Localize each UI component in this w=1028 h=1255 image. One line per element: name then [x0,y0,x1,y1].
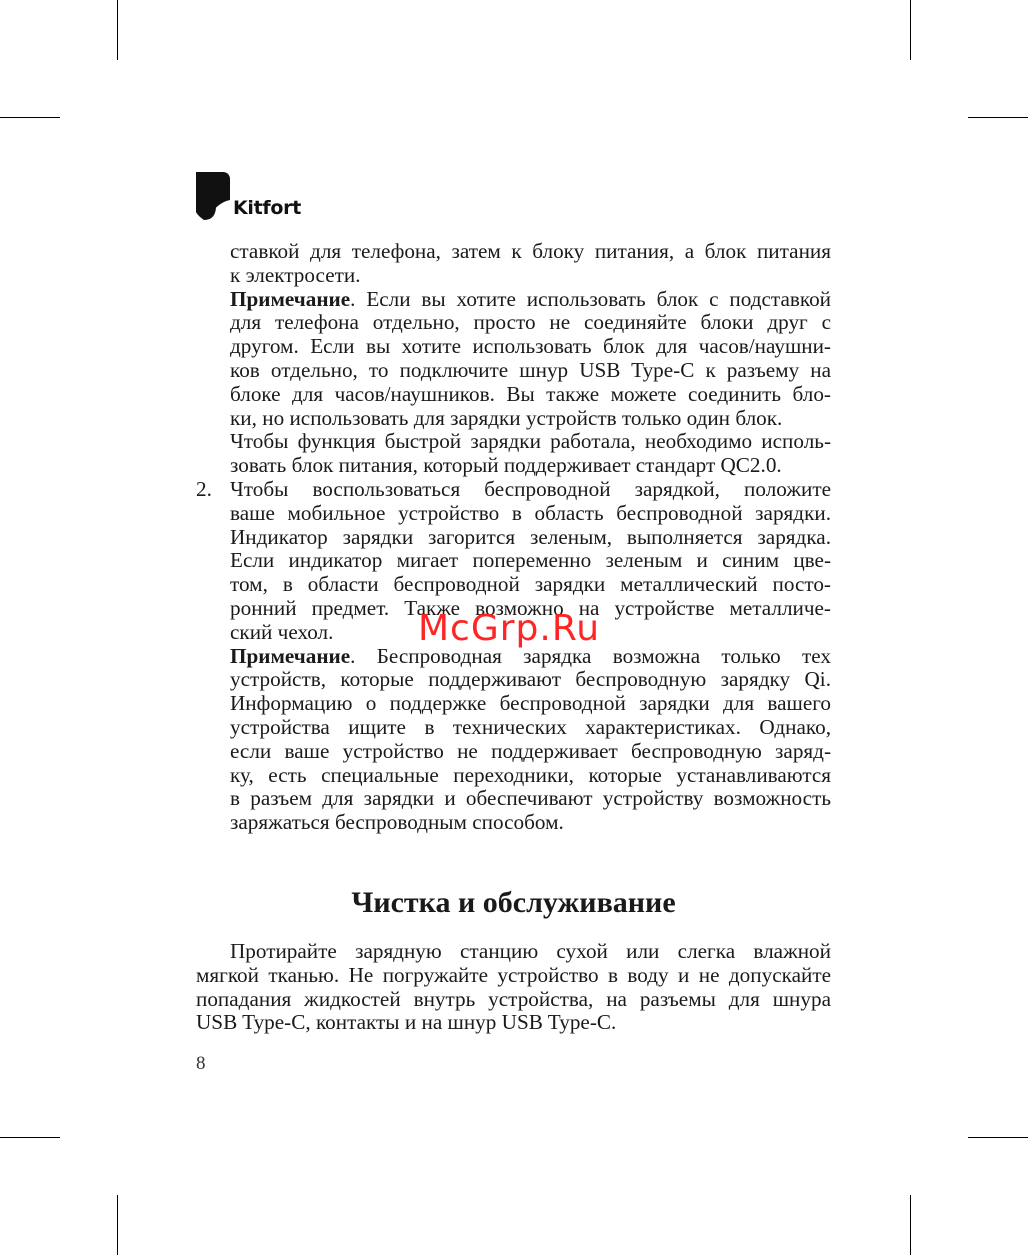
crop-mark [117,0,118,60]
continuation-paragraph [196,240,831,288]
text-line: ку, есть специальные переходники, которые устанавливаются [230,762,831,787]
text-line: если ваше устройство не поддерживает беспроводную заряд- [230,738,831,763]
list-number: 2. [196,476,212,501]
text-line: USB Type-C, контакты и на шнур USB Type-C. [196,1010,617,1035]
text-line: устройства ищите в технических характеристиках. Однако, [230,714,831,739]
text-line: Протирайте зарядную станцию сухой или слегка влажной [230,939,831,963]
text-line: Индикатор зарядки загорится зеленым, выполняется зарядка. [230,524,831,549]
note-paragraph-1 [196,288,831,431]
crop-mark [0,1137,60,1138]
crop-mark [117,1195,118,1255]
crop-mark [910,0,911,60]
brand-name: Kitfort [233,197,301,219]
crop-mark [0,117,60,118]
cleaning-paragraph [196,940,831,1035]
crop-mark [910,1195,911,1255]
crop-mark [968,1137,1028,1138]
text-line: в разъем для зарядки и обеспечивают устройству возможность [230,786,831,811]
text-line: Информацию о поддержке беспроводной зарядки для вашего [230,691,831,716]
text-line: ваше мобильное устройство в область беспроводной зарядки. [230,500,831,525]
section-heading: Чистка и обслуживание [351,886,676,919]
text-line: к электросети. [230,262,361,287]
brand-logo [196,172,301,220]
text-line: ронний предмет. Также возможно на устройстве металличе- [230,595,831,620]
text-line: для телефона отдельно, просто не соединяйте блоки друг с [230,310,831,335]
text-line: Примечание. Беспроводная зарядка возможна только тех [230,643,831,668]
text-line: ский чехол. [230,619,334,644]
note-label: Примечание [230,643,351,668]
text-line: блоке для часов/наушников. Вы также можете соединить бло- [230,381,831,406]
text-line: попадания жидкостей внутрь устройства, на разъемы для шнура [196,986,831,1011]
manual-content [196,240,831,835]
kitfort-logo-icon [196,172,230,220]
text-line: устройств, которые поддерживают беспроводную зарядку Qi. [230,667,831,692]
text-line: ки, но использовать для зарядки устройств только один блок. [230,405,783,430]
text-line: ков отдельно, то подключите шнур USB Type-C к разъему на [230,357,831,382]
text-line: заряжаться беспроводным способом. [230,810,564,835]
note-label: Примечание [230,286,351,311]
text-line: Если индикатор мигает попеременно зеленым и синим цве- [230,548,831,573]
crop-mark [968,117,1028,118]
watermark: McGrp.Ru [418,608,601,649]
text-line: зовать блок питания, который поддерживает стандарт QC2.0. [230,453,782,478]
page-number: 8 [196,1053,206,1074]
text-line: мягкой тканью. Не погружайте устройство в воду и не допускайте [196,962,831,987]
text-line: Примечание. Если вы хотите использовать блок с подставкой [230,286,831,311]
text-line: том, в области беспроводной зарядки металлический посто- [230,572,831,597]
fast-charge-paragraph [196,430,831,478]
text-line: ставкой для телефона, затем к блоку питания, а блок питания [230,239,831,263]
note-paragraph-2 [196,645,831,835]
text-line: Чтобы функция быстрой зарядки работала, необходимо исполь- [230,429,831,454]
text-line: Чтобы воспользоваться беспроводной зарядкой, положите [230,476,831,501]
text-line: другом. Если вы хотите использовать блок для часов/наушни- [230,334,831,359]
